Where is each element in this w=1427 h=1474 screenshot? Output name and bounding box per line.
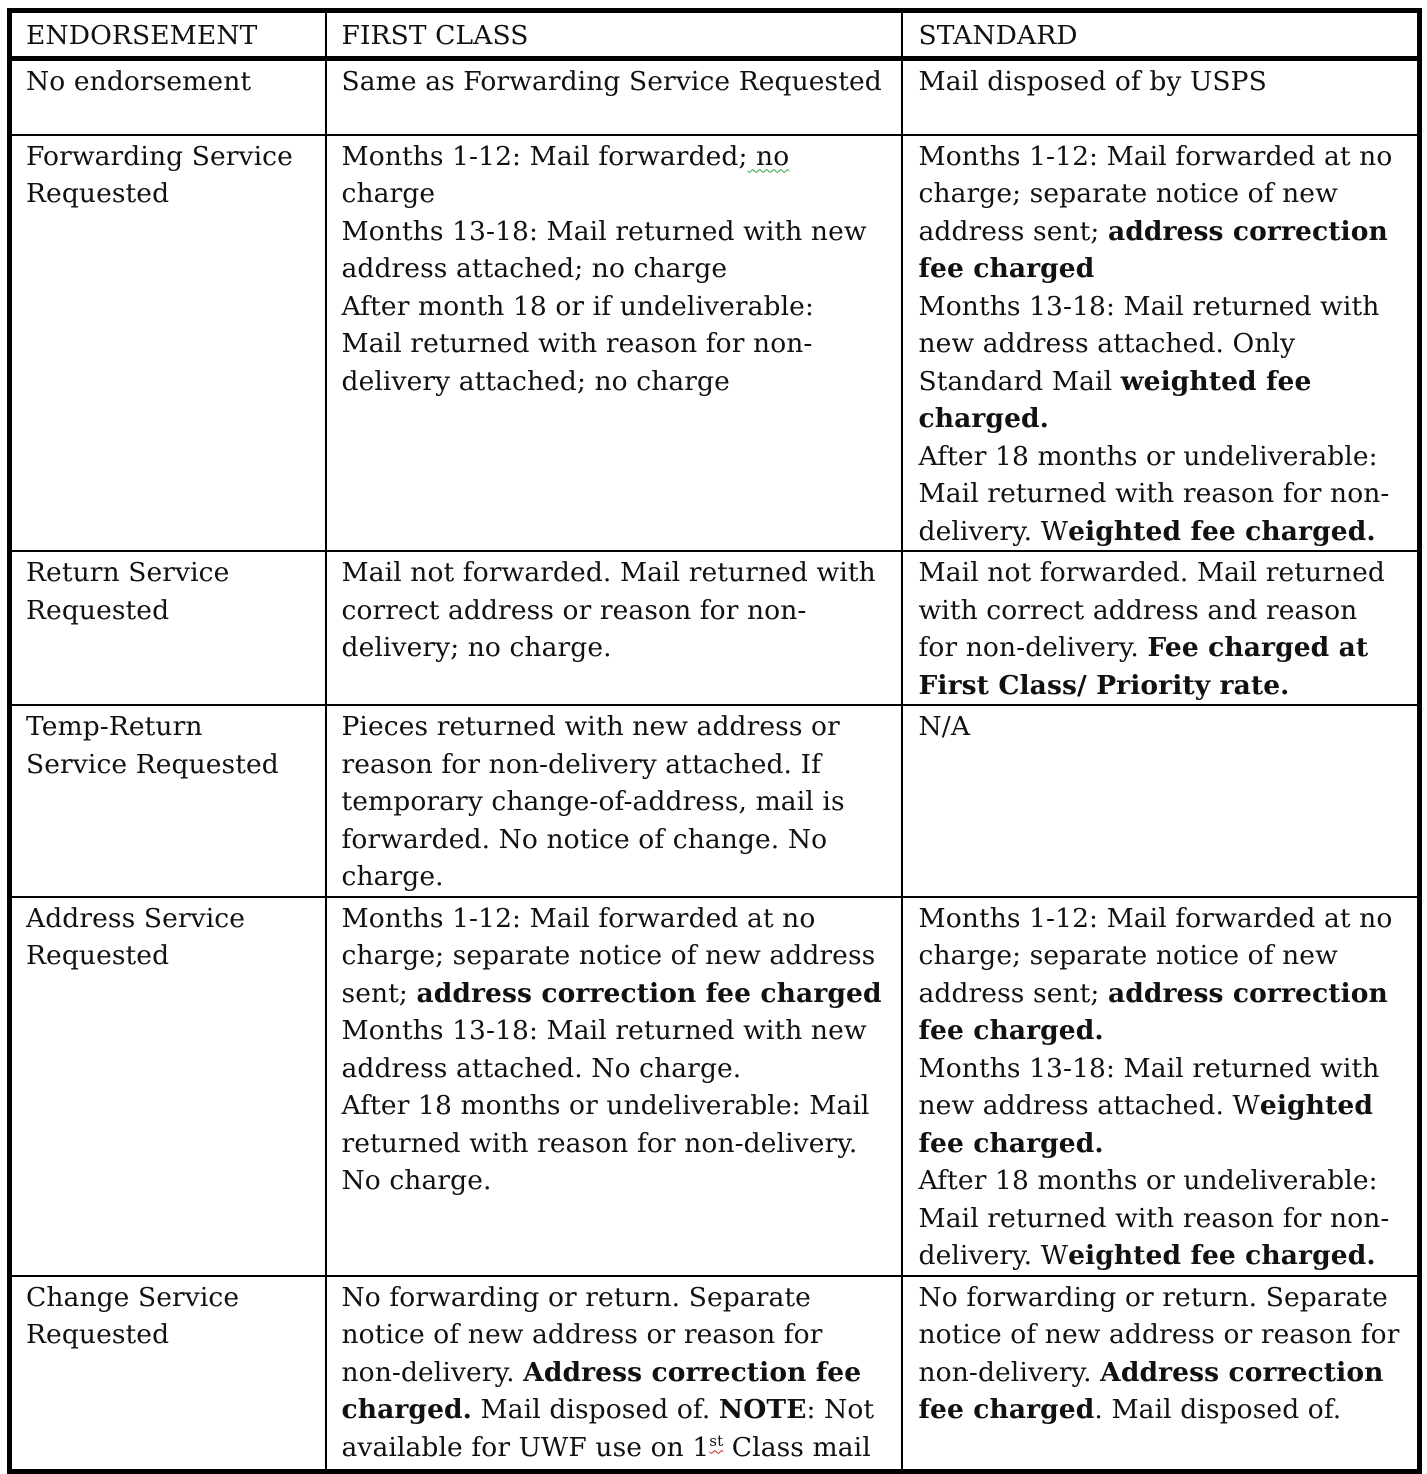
cell-text-line — [342, 1050, 891, 1088]
cell-text-line — [919, 554, 1408, 592]
text-run: After month 18 or if undeliverable: — [341, 290, 814, 322]
table-row — [10, 705, 1420, 897]
cell-text-line — [342, 1087, 891, 1125]
text-run: Mail returned with reason for non- — [918, 478, 1390, 509]
text-run: delivery attached; no charge — [341, 365, 730, 397]
bold-text-run: eighted fee charged. — [1068, 1240, 1376, 1271]
cell-text-line: Address Service — [26, 902, 246, 934]
text-run: returned with reason for non-delivery. — [341, 1127, 858, 1159]
text-run: Mail disposed of. — [471, 1394, 719, 1425]
first-class-cell — [326, 1276, 902, 1472]
bold-text-run: fee charged — [918, 253, 1095, 284]
text-run: address attached; no charge — [341, 253, 728, 284]
text-run: Mail returned with reason for non- — [341, 328, 813, 359]
bold-text-run: charged. — [918, 403, 1049, 434]
table-row — [10, 59, 1420, 135]
endorsement-cell — [10, 551, 326, 705]
text-run: . Mail disposed of. — [1094, 1394, 1342, 1425]
bold-text-run: fee charged — [918, 1394, 1095, 1425]
cell-text-line: Requested — [26, 1319, 170, 1350]
cell-text-line — [919, 250, 1408, 288]
bold-text-run: address correction fee charged — [416, 977, 882, 1009]
cell-text-line — [919, 175, 1408, 213]
text-run: reason for non-delivery attached. If — [341, 748, 822, 780]
bold-text-run: Address correction fee — [523, 1356, 862, 1388]
text-run: for non-delivery. — [918, 632, 1148, 663]
cell-text-line — [919, 400, 1408, 438]
cell-text-line — [919, 1125, 1408, 1163]
cell-text-line — [919, 592, 1408, 630]
cell-text-line — [919, 667, 1408, 705]
text-run: Mail not forwarded. Mail returned — [918, 557, 1385, 588]
cell-text-line — [342, 1012, 891, 1050]
cell-text-line — [342, 175, 891, 213]
text-run: temporary change-of-address, mail is — [341, 786, 845, 817]
cell-text-line — [919, 138, 1408, 176]
cell-text-line: Service Requested — [26, 748, 279, 780]
endorsement-cell — [10, 1276, 326, 1472]
text-run: charge — [341, 178, 436, 209]
text-run: forwarded. No notice of change. No — [341, 823, 828, 855]
bold-text-run: fee charged. — [918, 1015, 1104, 1046]
text-run: delivery. W — [918, 515, 1069, 547]
text-run: notice of new address or reason for — [341, 1319, 823, 1350]
cell-text-line: Requested — [26, 594, 170, 626]
text-run: After 18 months or undeliverable: — [918, 1165, 1378, 1196]
cell-text-line — [342, 937, 891, 975]
text-run: non-delivery. — [918, 1356, 1101, 1388]
bold-text-run: Address correction — [1100, 1356, 1384, 1388]
text-run: Months 13-18: Mail returned with — [918, 1052, 1380, 1084]
first-class-cell — [326, 705, 902, 897]
cell-text-line — [919, 900, 1408, 938]
standard-cell — [902, 59, 1420, 135]
text-run: Mail disposed of by USPS — [918, 66, 1267, 97]
text-run: No forwarding or return. Separate — [341, 1281, 811, 1313]
text-run: After 18 months or undeliverable: Mail — [341, 1090, 870, 1121]
table-row — [10, 551, 1420, 705]
cell-text-line — [342, 1125, 891, 1163]
text-run: Mail not forwarded. Mail returned with — [341, 557, 876, 588]
cell-text-line — [919, 1087, 1408, 1125]
cell-text-line — [342, 288, 891, 326]
cell-text-line: No endorsement — [26, 66, 252, 97]
text-run: delivery. W — [918, 1240, 1069, 1271]
cell-text-line — [919, 1316, 1408, 1354]
cell-text-line: Change Service — [26, 1281, 240, 1313]
cell-text-line — [919, 1012, 1408, 1050]
text-run: Pieces returned with new address or — [341, 711, 840, 742]
cell-text-line — [919, 937, 1408, 975]
text-run: charge. — [341, 861, 444, 892]
first-class-cell — [326, 897, 902, 1276]
cell-text-line: Requested — [26, 178, 170, 209]
text-run: Same as Forwarding Service Requested — [341, 66, 882, 97]
bold-text-run: eighted — [1259, 1090, 1373, 1121]
text-run: delivery; no charge. — [341, 632, 612, 663]
standard-cell — [902, 705, 1420, 897]
text-run: No charge. — [341, 1165, 492, 1196]
text-run: Months 1-12: Mail forwarded at no — [918, 140, 1393, 172]
text-run: Standard Mail — [918, 365, 1121, 397]
text-run: : Not — [806, 1394, 875, 1425]
text-run: available for UWF use on 1 — [341, 1431, 710, 1463]
text-run: no — [747, 140, 790, 172]
text-run: charge; separate notice of new — [918, 940, 1338, 971]
header-first-class: FIRST CLASS — [326, 11, 902, 59]
cell-text-line — [342, 746, 891, 784]
cell-text-line — [919, 1391, 1408, 1429]
cell-text-line: Forwarding Service — [26, 140, 293, 172]
cell-text-line — [919, 975, 1408, 1013]
cell-text-line — [919, 1279, 1408, 1317]
text-run: Months 1-12: Mail forwarded at no — [918, 902, 1393, 934]
text-run: Mail returned with reason for non- — [918, 1202, 1390, 1234]
text-run: No forwarding or return. Separate — [918, 1281, 1388, 1313]
text-run: with correct address and reason — [918, 594, 1358, 626]
cell-text-line — [919, 288, 1408, 326]
bold-text-run: weighted fee — [1120, 365, 1312, 397]
table-row — [10, 897, 1420, 1276]
first-class-cell — [326, 59, 902, 135]
cell-text-line: Return Service — [26, 557, 230, 588]
text-run: Months 1-12: Mail forwarded at no — [341, 902, 816, 934]
cell-text-line — [919, 1050, 1408, 1088]
cell-text-line — [342, 858, 891, 896]
cell-text-line — [342, 975, 891, 1013]
text-run: charge; separate notice of new address — [341, 940, 876, 971]
bold-text-run: Fee charged at — [1147, 632, 1369, 663]
cell-text-line — [919, 325, 1408, 363]
cell-text-line — [919, 513, 1408, 551]
standard-cell — [902, 1276, 1420, 1472]
text-run: charge; separate notice of new — [918, 178, 1338, 209]
cell-text-line — [919, 1237, 1408, 1275]
cell-text-line — [342, 1279, 891, 1317]
bold-text-run: fee charged. — [918, 1127, 1104, 1159]
standard-cell — [902, 551, 1420, 705]
endorsement-cell — [10, 897, 326, 1276]
text-run: correct address or reason for non- — [341, 594, 807, 626]
header-row — [10, 11, 1420, 59]
standard-cell — [902, 135, 1420, 552]
cell-text-line — [342, 1316, 891, 1354]
text-run: Months 1-12: Mail forwarded; — [341, 140, 748, 172]
bold-text-run: NOTE — [718, 1394, 807, 1425]
cell-text-line — [342, 783, 891, 821]
bold-text-run: address correction — [1107, 215, 1388, 247]
cell-text-line — [342, 821, 891, 859]
cell-text-line — [342, 213, 891, 251]
text-run: After 18 months or undeliverable: — [918, 440, 1378, 472]
cell-text-line — [919, 475, 1408, 513]
text-run: non-delivery. — [341, 1356, 524, 1388]
cell-text-line — [919, 213, 1408, 251]
text-run: address attached. No charge. — [341, 1052, 742, 1084]
endorsement-cell — [10, 59, 326, 135]
table-row — [10, 135, 1420, 552]
text-run: st — [709, 1431, 724, 1450]
cell-text-line — [342, 554, 891, 592]
bold-text-run: address correction — [1107, 977, 1388, 1009]
cell-text-line — [342, 363, 891, 401]
text-run: notice of new address or reason for — [918, 1319, 1400, 1350]
cell-text-line — [342, 250, 891, 288]
cell-text-line — [919, 1162, 1408, 1200]
cell-text-line — [919, 63, 1408, 101]
cell-text-line — [342, 900, 891, 938]
cell-text-line — [342, 708, 891, 746]
text-run: new address attached. W — [918, 1090, 1260, 1121]
cell-text-line: Requested — [26, 940, 170, 971]
text-run: Months 13-18: Mail returned with — [918, 290, 1380, 322]
cell-text-line — [919, 629, 1408, 667]
text-run: Class mail — [723, 1431, 871, 1463]
header-endorsement: ENDORSEMENT — [10, 11, 326, 59]
bold-text-run: First Class/ Priority rate. — [918, 669, 1290, 701]
cell-text-line — [342, 1429, 891, 1467]
text-run: address sent; — [918, 215, 1108, 247]
cell-text-line — [342, 1391, 891, 1429]
cell-text-line — [919, 363, 1408, 401]
first-class-cell — [326, 551, 902, 705]
cell-text-line — [342, 592, 891, 630]
cell-text-line: Temp-Return — [26, 711, 203, 742]
standard-cell — [902, 897, 1420, 1276]
text-run: address sent; — [918, 977, 1108, 1009]
cell-text-line — [919, 1200, 1408, 1238]
table-row — [10, 1276, 1420, 1472]
cell-text-line — [342, 1354, 891, 1392]
cell-text-line — [342, 629, 891, 667]
cell-text-line — [342, 63, 891, 101]
cell-text-line — [919, 708, 1408, 746]
header-standard: STANDARD — [902, 11, 1420, 59]
endorsement-cell — [10, 135, 326, 552]
bold-text-run: charged. — [341, 1394, 472, 1425]
first-class-cell — [326, 135, 902, 552]
cell-text-line — [919, 1354, 1408, 1392]
cell-text-line — [919, 438, 1408, 476]
text-run: new address attached. Only — [918, 328, 1296, 359]
cell-text-line — [342, 1162, 891, 1200]
cell-text-line — [342, 325, 891, 363]
text-run: Months 13-18: Mail returned with new — [341, 215, 867, 247]
endorsement-cell — [10, 705, 326, 897]
bold-text-run: eighted fee charged. — [1068, 515, 1376, 547]
cell-text-line — [342, 138, 891, 176]
text-run: Months 13-18: Mail returned with new — [341, 1015, 867, 1046]
endorsement-table — [7, 8, 1422, 1474]
text-run: N/A — [918, 711, 971, 742]
text-run: sent; — [341, 977, 417, 1009]
